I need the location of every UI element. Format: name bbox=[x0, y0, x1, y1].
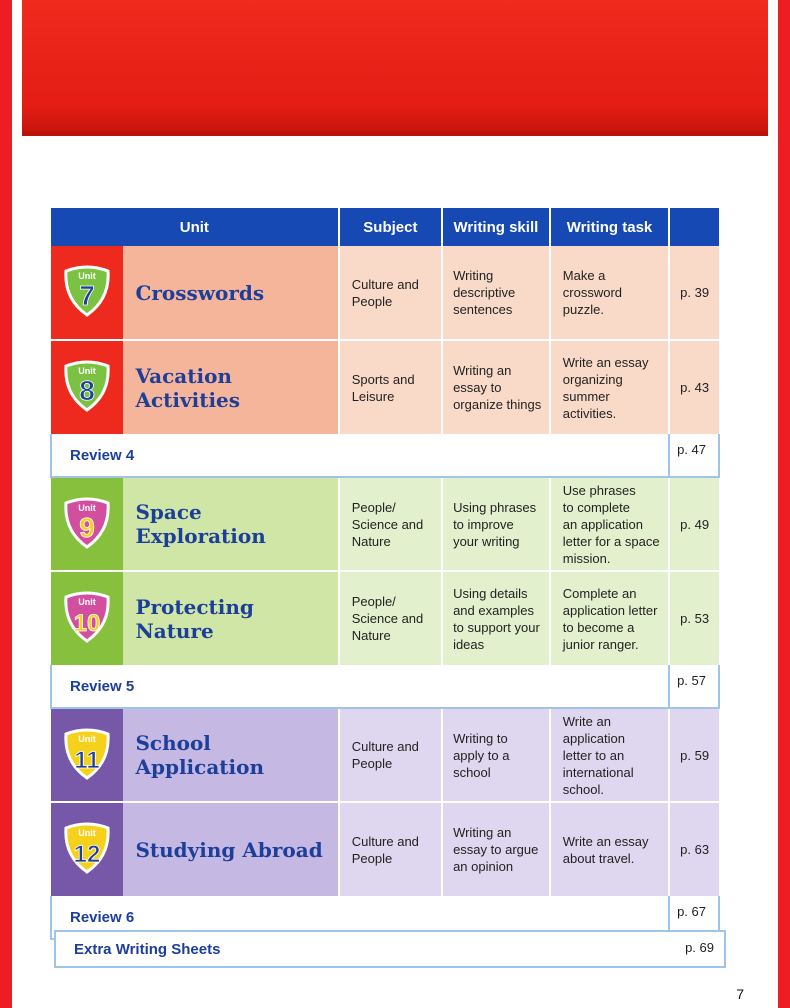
skill-line: to improve bbox=[453, 516, 514, 532]
task-line: letter for a space bbox=[562, 533, 660, 549]
badge-unit-number: 9 bbox=[79, 511, 96, 543]
header-unit: Unit bbox=[51, 208, 339, 246]
extra-writing-sheets-row[interactable] bbox=[54, 930, 726, 968]
task-line: school. bbox=[562, 781, 604, 797]
task-line: application bbox=[562, 730, 625, 746]
task-line: Write an bbox=[562, 713, 611, 729]
subject-line: Science and bbox=[351, 516, 424, 532]
review-label: Review 5 bbox=[51, 665, 669, 708]
unit-subject bbox=[339, 802, 442, 896]
task-line: Write an essay bbox=[562, 354, 649, 370]
subject-line: Culture and bbox=[351, 739, 419, 754]
header-writing-skill: Writing skill bbox=[442, 208, 550, 246]
subject-line: Culture and bbox=[351, 276, 419, 292]
unit-writing-skill bbox=[442, 477, 550, 571]
task-line: to become a bbox=[562, 619, 635, 635]
badge-unit-word: Unit bbox=[78, 271, 96, 281]
unit-row-9[interactable] bbox=[51, 477, 719, 571]
unit-writing-skill bbox=[442, 340, 550, 434]
task-line: Use phrases bbox=[562, 482, 636, 498]
unit-title: Crosswords bbox=[123, 246, 338, 340]
skill-line: Writing bbox=[453, 268, 494, 283]
task-line: crossword bbox=[562, 285, 623, 300]
unit-row-11[interactable] bbox=[51, 708, 719, 802]
unit-badge-cell bbox=[51, 802, 123, 896]
unit-shield-badge bbox=[62, 728, 112, 780]
task-line: summer bbox=[562, 388, 610, 404]
unit-row-12[interactable] bbox=[51, 802, 719, 896]
unit-title: Studying Abroad bbox=[123, 802, 338, 896]
skill-line: essay to bbox=[453, 380, 502, 395]
review-row-5[interactable] bbox=[51, 665, 719, 708]
unit-subject bbox=[339, 477, 442, 571]
subject-line: People bbox=[351, 850, 393, 866]
table-of-contents bbox=[50, 208, 720, 940]
skill-line: descriptive bbox=[453, 285, 516, 300]
header-subject: Subject bbox=[339, 208, 442, 246]
extra-label: Extra Writing Sheets bbox=[74, 941, 221, 958]
badge-unit-word: Unit bbox=[78, 733, 96, 744]
skill-line: apply to a bbox=[453, 747, 510, 763]
right-red-border bbox=[778, 0, 790, 1008]
unit-badge-cell bbox=[51, 340, 123, 434]
unit-page: p. 53 bbox=[669, 571, 719, 665]
badge-unit-number: 7 bbox=[79, 280, 96, 311]
unit-writing-skill bbox=[442, 708, 550, 802]
unit-writing-task bbox=[550, 802, 669, 896]
task-line: letter to an bbox=[562, 747, 625, 763]
review-label: Review 6 bbox=[51, 896, 669, 939]
unit-shield-badge bbox=[62, 497, 112, 549]
badge-unit-word: Unit bbox=[78, 828, 96, 838]
unit-row-10[interactable] bbox=[51, 571, 719, 665]
subject-line: Nature bbox=[351, 533, 391, 549]
unit-writing-task bbox=[550, 571, 669, 665]
unit-writing-task bbox=[550, 246, 669, 340]
task-line: international bbox=[562, 764, 634, 780]
subject-line: Nature bbox=[351, 628, 391, 643]
skill-line: essay to argue bbox=[453, 842, 539, 857]
top-red-banner bbox=[22, 0, 768, 136]
review-page: p. 47 bbox=[669, 434, 719, 477]
task-line: activities. bbox=[562, 405, 617, 421]
unit-page: p. 63 bbox=[669, 802, 719, 896]
task-line: Make a bbox=[562, 268, 606, 283]
unit-writing-task bbox=[550, 708, 669, 802]
unit-page: p. 39 bbox=[669, 246, 719, 340]
task-line: puzzle. bbox=[562, 302, 604, 317]
unit-title: Vacation Activities bbox=[123, 340, 338, 434]
header-page bbox=[669, 208, 719, 246]
skill-line: sentences bbox=[453, 302, 513, 317]
task-line: application letter bbox=[562, 602, 658, 618]
unit-badge-cell bbox=[51, 246, 123, 340]
unit-page: p. 43 bbox=[669, 340, 719, 434]
unit-badge-cell bbox=[51, 571, 123, 665]
review-page: p. 57 bbox=[669, 665, 719, 708]
task-line: to complete bbox=[562, 499, 630, 515]
skill-line: Writing to bbox=[453, 730, 508, 746]
badge-unit-number: 11 bbox=[74, 746, 100, 774]
unit-badge-cell bbox=[51, 477, 123, 571]
unit-title: Protecting Nature bbox=[123, 571, 338, 665]
task-line: an application bbox=[562, 516, 643, 532]
task-line: Complete an bbox=[562, 585, 637, 601]
skill-line: an opinion bbox=[453, 859, 514, 874]
subject-line: People/ bbox=[351, 594, 396, 609]
header-writing-task: Writing task bbox=[550, 208, 669, 246]
skill-line: Using phrases bbox=[453, 499, 537, 515]
unit-subject bbox=[339, 246, 442, 340]
badge-unit-word: Unit bbox=[78, 502, 96, 513]
unit-writing-skill bbox=[442, 571, 550, 665]
skill-line: organize things bbox=[453, 397, 542, 412]
badge-unit-number: 12 bbox=[73, 841, 101, 868]
subject-line: People bbox=[351, 293, 393, 309]
unit-subject bbox=[339, 708, 442, 802]
skill-line: your writing bbox=[453, 533, 520, 549]
unit-page: p. 49 bbox=[669, 477, 719, 571]
task-line: mission. bbox=[562, 550, 611, 566]
skill-line: ideas bbox=[453, 636, 485, 652]
skill-line: Writing an bbox=[453, 825, 512, 840]
skill-line: Writing an bbox=[453, 363, 512, 378]
badge-unit-word: Unit bbox=[78, 597, 96, 607]
unit-shield-badge bbox=[62, 822, 112, 874]
table-header-row bbox=[51, 208, 719, 246]
task-line: junior ranger. bbox=[562, 636, 639, 652]
page-number: 7 bbox=[736, 986, 744, 1002]
task-line: organizing bbox=[562, 371, 623, 387]
unit-badge-cell bbox=[51, 708, 123, 802]
skill-line: to support your bbox=[453, 619, 540, 635]
subject-line: People bbox=[351, 756, 393, 771]
badge-unit-word: Unit bbox=[78, 366, 96, 376]
review-label: Review 4 bbox=[51, 434, 669, 477]
subject-line: Sports and bbox=[351, 371, 415, 387]
unit-title: School Application bbox=[123, 708, 338, 802]
unit-shield-badge bbox=[62, 265, 112, 317]
task-line: Write an essay bbox=[562, 833, 649, 849]
unit-row-7[interactable] bbox=[51, 246, 719, 340]
unit-writing-skill bbox=[442, 246, 550, 340]
unit-shield-badge bbox=[62, 591, 112, 643]
skill-line: school bbox=[453, 764, 491, 780]
left-red-border bbox=[0, 0, 12, 1008]
extra-page: p. 69 bbox=[685, 940, 714, 955]
unit-shield-badge bbox=[62, 360, 112, 412]
skill-line: Using details bbox=[453, 585, 528, 601]
subject-line: Leisure bbox=[351, 388, 395, 404]
unit-title: Space Exploration bbox=[123, 477, 338, 571]
review-row-4[interactable] bbox=[51, 434, 719, 477]
subject-line: Science and bbox=[351, 611, 424, 626]
unit-row-8[interactable] bbox=[51, 340, 719, 434]
subject-line: People/ bbox=[351, 499, 396, 515]
unit-page: p. 59 bbox=[669, 708, 719, 802]
task-line: about travel. bbox=[562, 850, 635, 866]
subject-line: Culture and bbox=[351, 833, 419, 849]
unit-subject bbox=[339, 340, 442, 434]
unit-writing-skill bbox=[442, 802, 550, 896]
skill-line: and examples bbox=[453, 602, 535, 618]
unit-writing-task bbox=[550, 340, 669, 434]
review-page: p. 67 bbox=[669, 896, 719, 939]
badge-unit-number: 10 bbox=[73, 610, 101, 637]
unit-writing-task bbox=[550, 477, 669, 571]
badge-unit-number: 8 bbox=[79, 375, 96, 406]
unit-subject bbox=[339, 571, 442, 665]
